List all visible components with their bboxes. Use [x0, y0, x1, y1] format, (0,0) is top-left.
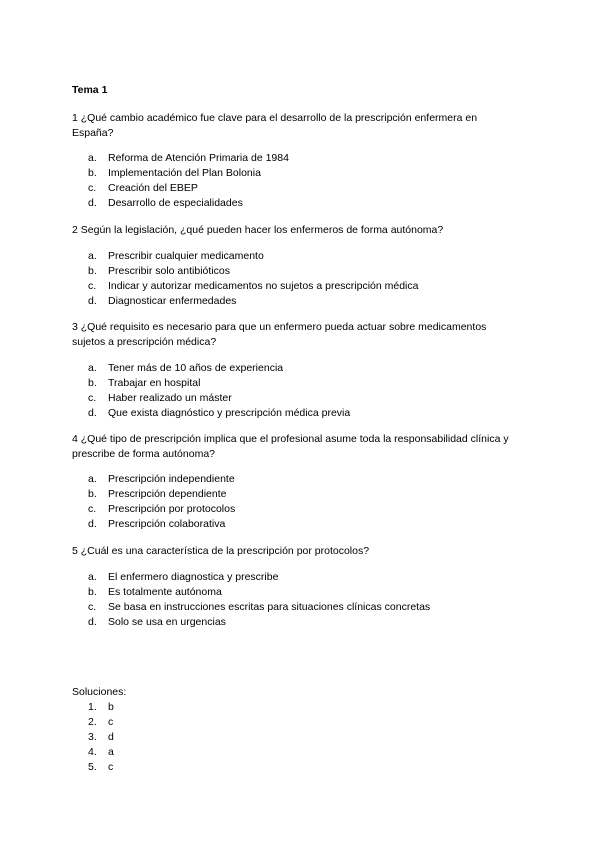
solution-5 — [88, 760, 114, 775]
option-text: Es totalmente autónoma — [108, 586, 222, 598]
question-1-options — [88, 151, 289, 211]
question-2-options — [88, 249, 418, 309]
option-2a — [88, 249, 418, 264]
option-5c — [88, 600, 430, 615]
option-text: Se basa en instrucciones escritas para situaciones clínicas concretas — [108, 601, 431, 613]
option-text: Reforma de Atención Primaria de 1984 — [108, 152, 289, 164]
option-label: c. — [88, 601, 97, 613]
solution-1 — [88, 700, 114, 715]
option-text: Tener más de 10 años de experiencia — [108, 362, 284, 374]
option-label: d. — [88, 616, 97, 628]
option-2b — [88, 264, 418, 279]
question-4: 4 ¿Qué tipo de prescripción implica que el profesional asume toda la responsabilidad clínica y prescribe de forma autónoma? — [72, 433, 509, 460]
solution-answer: a — [108, 746, 114, 758]
option-text: El enfermero diagnostica y prescribe — [108, 571, 279, 583]
option-4d — [88, 517, 235, 532]
option-label: a. — [88, 362, 97, 374]
question-5: 5 ¿Cuál es una característica de la prescripción por protocolos? — [72, 545, 370, 557]
option-label: c. — [88, 280, 97, 292]
option-3b — [88, 376, 350, 391]
option-label: a. — [88, 250, 97, 262]
option-label: d. — [88, 295, 97, 307]
option-text: Prescripción independiente — [108, 473, 235, 485]
solutions-title: Soluciones: — [72, 686, 127, 698]
option-label: b. — [88, 586, 97, 598]
option-label: a. — [88, 571, 97, 583]
solution-answer: c — [108, 716, 114, 728]
option-label: a. — [88, 152, 97, 164]
option-text: Indicar y autorizar medicamentos no sujetos a prescripción médica — [108, 280, 419, 292]
option-2c — [88, 279, 418, 294]
option-1a — [88, 151, 289, 166]
option-5a — [88, 570, 430, 585]
option-3c — [88, 391, 350, 406]
option-label: d. — [88, 407, 97, 419]
question-1: 1 ¿Qué cambio académico fue clave para el desarrollo de la prescripción enfermera en España? — [72, 112, 478, 139]
option-text: Diagnosticar enfermedades — [108, 295, 237, 307]
option-label: b. — [88, 488, 97, 500]
option-2d — [88, 294, 418, 309]
option-4a — [88, 472, 235, 487]
option-text: Prescripción colaborativa — [108, 518, 226, 530]
option-4b — [88, 487, 235, 502]
solution-number: 1. — [88, 701, 97, 713]
option-3a — [88, 361, 350, 376]
option-1c — [88, 181, 289, 196]
option-text: Creación del EBEP — [108, 182, 198, 194]
solution-2 — [88, 715, 114, 730]
option-label: c. — [88, 182, 97, 194]
option-label: b. — [88, 167, 97, 179]
question-2: 2 Según la legislación, ¿qué pueden hacer los enfermeros de forma autónoma? — [72, 224, 444, 236]
solution-number: 4. — [88, 746, 97, 758]
option-text: Prescribir cualquier medicamento — [108, 250, 264, 262]
option-label: d. — [88, 518, 97, 530]
solutions-list — [88, 700, 114, 775]
option-text: Prescribir solo antibióticos — [108, 265, 230, 277]
option-text: Prescripción por protocolos — [108, 503, 236, 515]
solution-answer: b — [108, 701, 114, 713]
solution-answer: d — [108, 731, 114, 743]
question-3: 3 ¿Qué requisito es necesario para que un enfermero pueda actuar sobre medicamentos sujetos a prescripción médica? — [72, 321, 487, 348]
option-text: Haber realizado un máster — [108, 392, 232, 404]
question-5-options — [88, 570, 430, 630]
option-text: Implementación del Plan Bolonia — [108, 167, 261, 179]
question-4-options — [88, 472, 235, 532]
option-1d — [88, 196, 289, 211]
option-4c — [88, 502, 235, 517]
option-label: b. — [88, 377, 97, 389]
option-label: c. — [88, 503, 97, 515]
solution-number: 5. — [88, 761, 97, 773]
option-5d — [88, 615, 430, 630]
option-text: Que exista diagnóstico y prescripción médica previa — [108, 407, 351, 419]
option-label: a. — [88, 473, 97, 485]
option-3d — [88, 406, 350, 421]
solution-answer: c — [108, 761, 114, 773]
option-label: d. — [88, 197, 97, 209]
solution-3 — [88, 730, 114, 745]
option-text: Solo se usa en urgencias — [108, 616, 226, 628]
option-label: c. — [88, 392, 97, 404]
option-label: b. — [88, 265, 97, 277]
option-text: Prescripción dependiente — [108, 488, 227, 500]
solution-number: 2. — [88, 716, 97, 728]
solution-number: 3. — [88, 731, 97, 743]
question-3-options — [88, 361, 350, 421]
page-title: Tema 1 — [72, 84, 108, 96]
option-text: Trabajar en hospital — [108, 377, 201, 389]
option-text: Desarrollo de especialidades — [108, 197, 243, 209]
option-5b — [88, 585, 430, 600]
option-1b — [88, 166, 289, 181]
solution-4 — [88, 745, 114, 760]
